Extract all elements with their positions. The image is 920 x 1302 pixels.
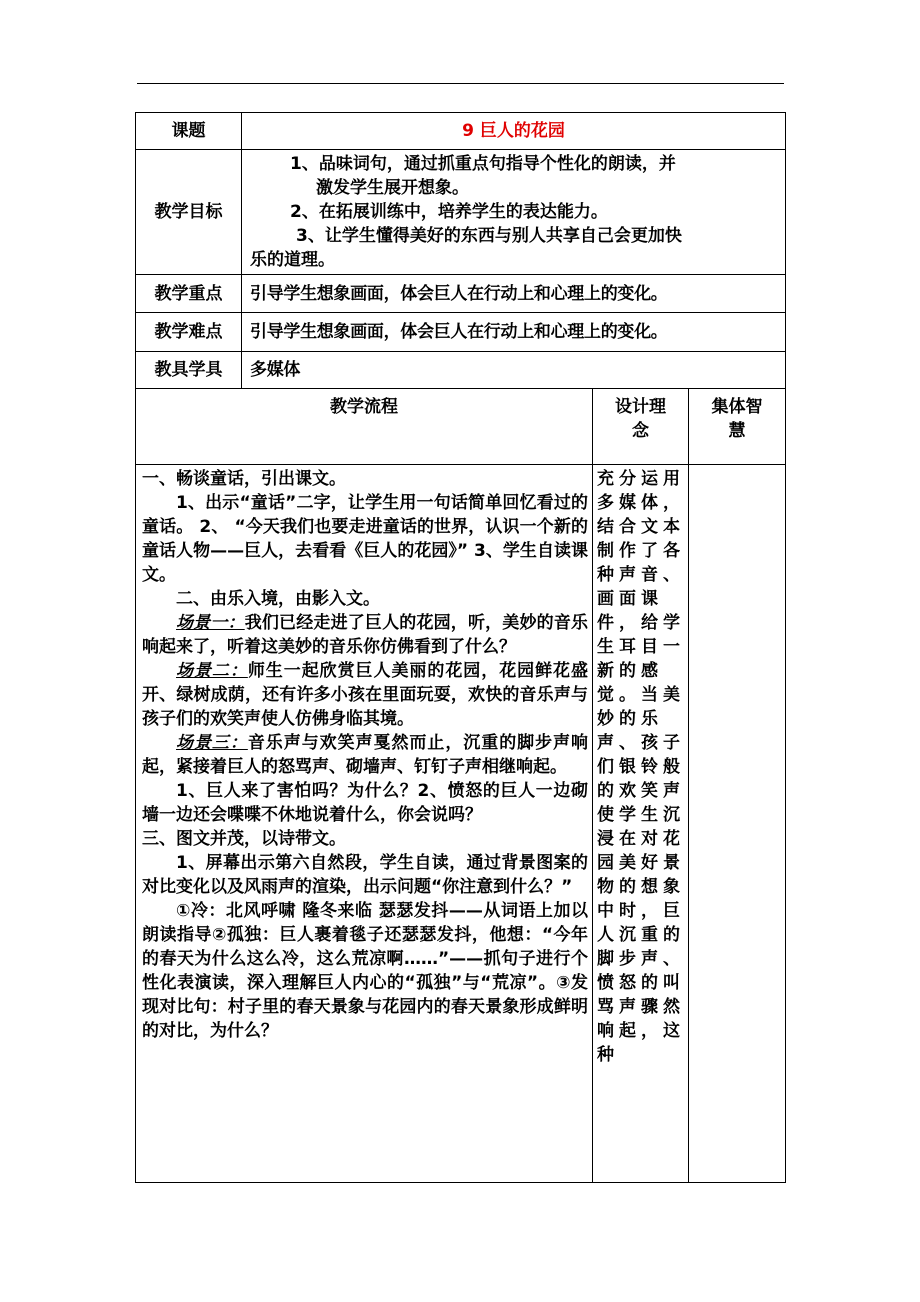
flow-step-1: 1、出示“童话”二字，让学生用一句话简单回忆看过的童话。 2、 “今天我们也要走进童话的世界，认识一个新的童话人物——巨人，去看看《巨人的花园》” 3、学生自读课文。 [142, 493, 588, 585]
row-section-header [136, 389, 786, 465]
row-title [136, 113, 786, 150]
key-points-value: 引导学生想象画面，体会巨人在行动上和心理上的变化。 [242, 275, 786, 313]
flow-cell [136, 465, 593, 1183]
flow-section-2: 二、由乐入境，由影入文。 [176, 589, 380, 609]
label-title: 课题 [136, 113, 242, 150]
flow-section-3: 三、图文并茂，以诗带文。 [142, 829, 346, 849]
row-key-points [136, 275, 786, 313]
scene-1-label: 场景一： [176, 613, 245, 633]
header-wisdom-line2: 慧 [728, 421, 746, 441]
label-goals: 教学目标 [136, 150, 242, 275]
header-wisdom [689, 389, 786, 465]
header-wisdom-line1: 集体智 [711, 397, 763, 417]
scene-2-text: 师生一起欣赏巨人美丽的花园，花园鲜花盛开、绿树成荫，还有许多小孩在里面玩耍，欢快的音乐声与孩子们的欢笑声使人仿佛身临其境。 [142, 661, 589, 729]
wisdom-cell [689, 465, 786, 1183]
flow-scene-3 [142, 731, 588, 779]
label-difficulties: 教学难点 [136, 313, 242, 352]
goal-1b: 激发学生展开想象。 [316, 178, 469, 198]
goal-1a: 1、品味词句，通过抓重点句指导个性化的朗读，并 [290, 154, 676, 174]
row-difficulties [136, 313, 786, 352]
goals-cell [242, 150, 786, 275]
goal-3b: 乐的道理。 [250, 250, 335, 270]
scene-3-label: 场景三： [176, 733, 248, 753]
header-design-line1: 设计理 [615, 397, 666, 417]
flow-scene-2 [142, 659, 588, 731]
scene-1-text: 我们已经走进了巨人的花园，听，美妙的音乐响起来了，听着这美妙的音乐你仿佛看到了什么？ [142, 613, 589, 657]
row-content [136, 465, 786, 1183]
lesson-title: 9 巨人的花园 [242, 113, 786, 150]
flow-scene-1 [142, 611, 588, 659]
header-design-line2: 念 [632, 421, 649, 441]
design-cell: 充分运用多媒体，结合文本制作了各种声音、画面课件，给学生耳目一新的感觉。当美妙的乐声、孩子们银铃般的欢笑声使学生沉浸在对花园美好景物的想象中时，巨人沉重的脚步声、愤怒的叫骂声骤然响起，这种 [593, 465, 689, 1183]
scene-3-text: 音乐声与欢笑声戛然而止，沉重的脚步声响起，紧接着巨人的怒骂声、砌墙声、钉钉子声相继响起。 [142, 733, 589, 777]
flow-section-1: 一、畅谈童话，引出课文。 [142, 469, 346, 489]
flow-step-screen: 1、屏幕出示第六自然段，学生自读，通过背景图案的对比变化以及风雨声的渲染，出示问题“你注意到什么？” [142, 853, 588, 897]
flow-questions: 1、巨人来了害怕吗？为什么？2、愤怒的巨人一边砌墙一边还会喋喋不休地说着什么，你会说吗？ [142, 781, 588, 825]
difficulties-value: 引导学生想象画面，体会巨人在行动上和心理上的变化。 [242, 313, 786, 352]
row-tools [136, 352, 786, 389]
label-tools: 教具学具 [136, 352, 242, 389]
goal-3a: 3、让学生懂得美好的东西与别人共享自己会更加快 [296, 226, 682, 246]
header-flow-text: 教学流程 [330, 397, 398, 417]
header-design [593, 389, 689, 465]
tools-value: 多媒体 [242, 352, 786, 389]
header-flow [136, 389, 593, 465]
label-key-points: 教学重点 [136, 275, 242, 313]
goal-2: 2、在拓展训练中，培养学生的表达能力。 [290, 202, 608, 222]
flow-analysis: ①冷：北风呼啸 隆冬来临 瑟瑟发抖——从词语上加以朗读指导②孤独：巨人裹着毯子还瑟瑟发抖，他想：“今年的春天为什么这么冷，这么荒凉啊……”——抓句子进行个性化表演读，深入理解巨人内心的“孤独”与“荒凉”。③发现对比句：村子里的春天景象与花园内的春天景象形成鲜明的对比，为什么？ [142, 901, 588, 1041]
row-goals [136, 150, 786, 275]
lesson-plan-table [135, 112, 786, 1183]
scene-2-label: 场景二： [176, 661, 248, 681]
header-rule [137, 83, 784, 84]
